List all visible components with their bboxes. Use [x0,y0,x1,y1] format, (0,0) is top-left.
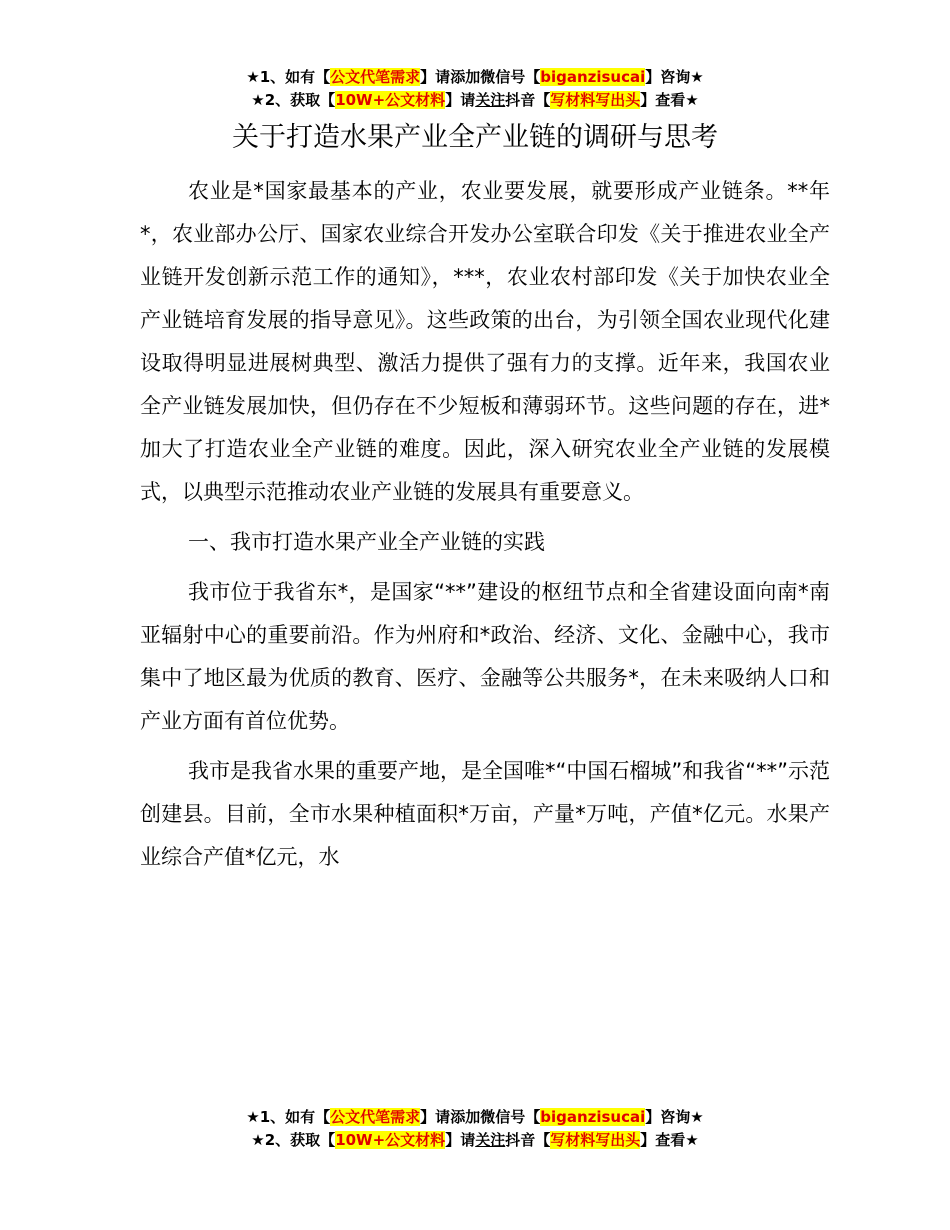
promo-text: 】咨询★ [645,68,704,86]
promo-highlight-account: 写材料写出头 [550,91,641,109]
promo-text: ★1、如有【 [246,1108,331,1126]
promo-line-2 [0,89,950,112]
promo-emphasis: 关注 [475,91,506,109]
promo-highlight-wechat-id: biganzisucai [540,1108,646,1126]
promo-line-1 [0,66,950,89]
promo-highlight-wechat-id: biganzisucai [540,68,646,86]
promo-text: 】请 [420,1108,451,1126]
promo-banner-bottom [0,1106,950,1152]
promo-text: 】请 [445,91,476,109]
promo-text: 】查看★ [640,1131,699,1149]
promo-highlight: 公文代笔需求 [330,1108,421,1126]
promo-text: 抖音【 [505,91,551,109]
section-heading: 一、我市打造水果产业全产业链的实践 [188,530,545,554]
promo-highlight-account: 写材料写出头 [550,1131,641,1149]
paragraph-fruit-industry: 我市是我省水果的重要产地，是全国唯*“中国石榴城”和我省“**”示范创建县。目前，全市水果种植面积*万亩，产量*万吨，产值*亿元。水果产业综合产值*亿元，水 [140,759,831,869]
promo-text: 】请 [420,68,451,86]
promo-text: 抖音【 [505,1131,551,1149]
promo-emphasis: 添加 [450,1108,481,1126]
paragraph-intro: 农业是*国家最基本的产业，农业要发展，就要形成产业链条。**年*，农业部办公厅、国家农业综合开发办公室联合印发《关于推进农业全产业链开发创新示范工作的通知》，***，农业农村部印发《关于加快农业全产业链培育发展的指导意见》。这些政策的出台，为引领全国农业现代化建设取得明显进展树典型、激活力提供了强有力的支撑。近年来，我国农业全产业链发展加快，但仍存在不少短板和薄弱环节。这些问题的存在，进*加大了打造农业全产业链的难度。因此，深入研究农业全产业链的发展模式，以典型示范推动农业产业链的发展具有重要意义。 [140,179,830,504]
promo-text: 】查看★ [640,91,699,109]
promo-text: 微信号【 [480,1108,541,1126]
document-body [140,170,830,879]
promo-text: 】咨询★ [645,1108,704,1126]
promo-text: ★2、获取【 [251,91,336,109]
promo-line-2 [0,1129,950,1152]
promo-text: ★1、如有【 [246,68,331,86]
promo-text: 】请 [445,1131,476,1149]
promo-banner-top [0,66,950,112]
promo-highlight: 公文代笔需求 [330,68,421,86]
promo-text: 微信号【 [480,68,541,86]
promo-emphasis: 添加 [450,68,481,86]
promo-text: ★2、获取【 [251,1131,336,1149]
promo-highlight: 10W+公文材料 [335,91,446,109]
promo-line-1 [0,1106,950,1129]
paragraph-location: 我市位于我省东*，是国家“**”建设的枢纽节点和全省建设面向南*南亚辐射中心的重要前沿。作为州府和*政治、经济、文化、金融中心，我市集中了地区最为优质的教育、医疗、金融等公共服务*，在未来吸纳人口和产业方面有首位优势。 [140,580,830,733]
promo-highlight: 10W+公文材料 [335,1131,446,1149]
promo-emphasis: 关注 [475,1131,506,1149]
document-title: 关于打造水果产业全产业链的调研与思考 [232,122,718,153]
